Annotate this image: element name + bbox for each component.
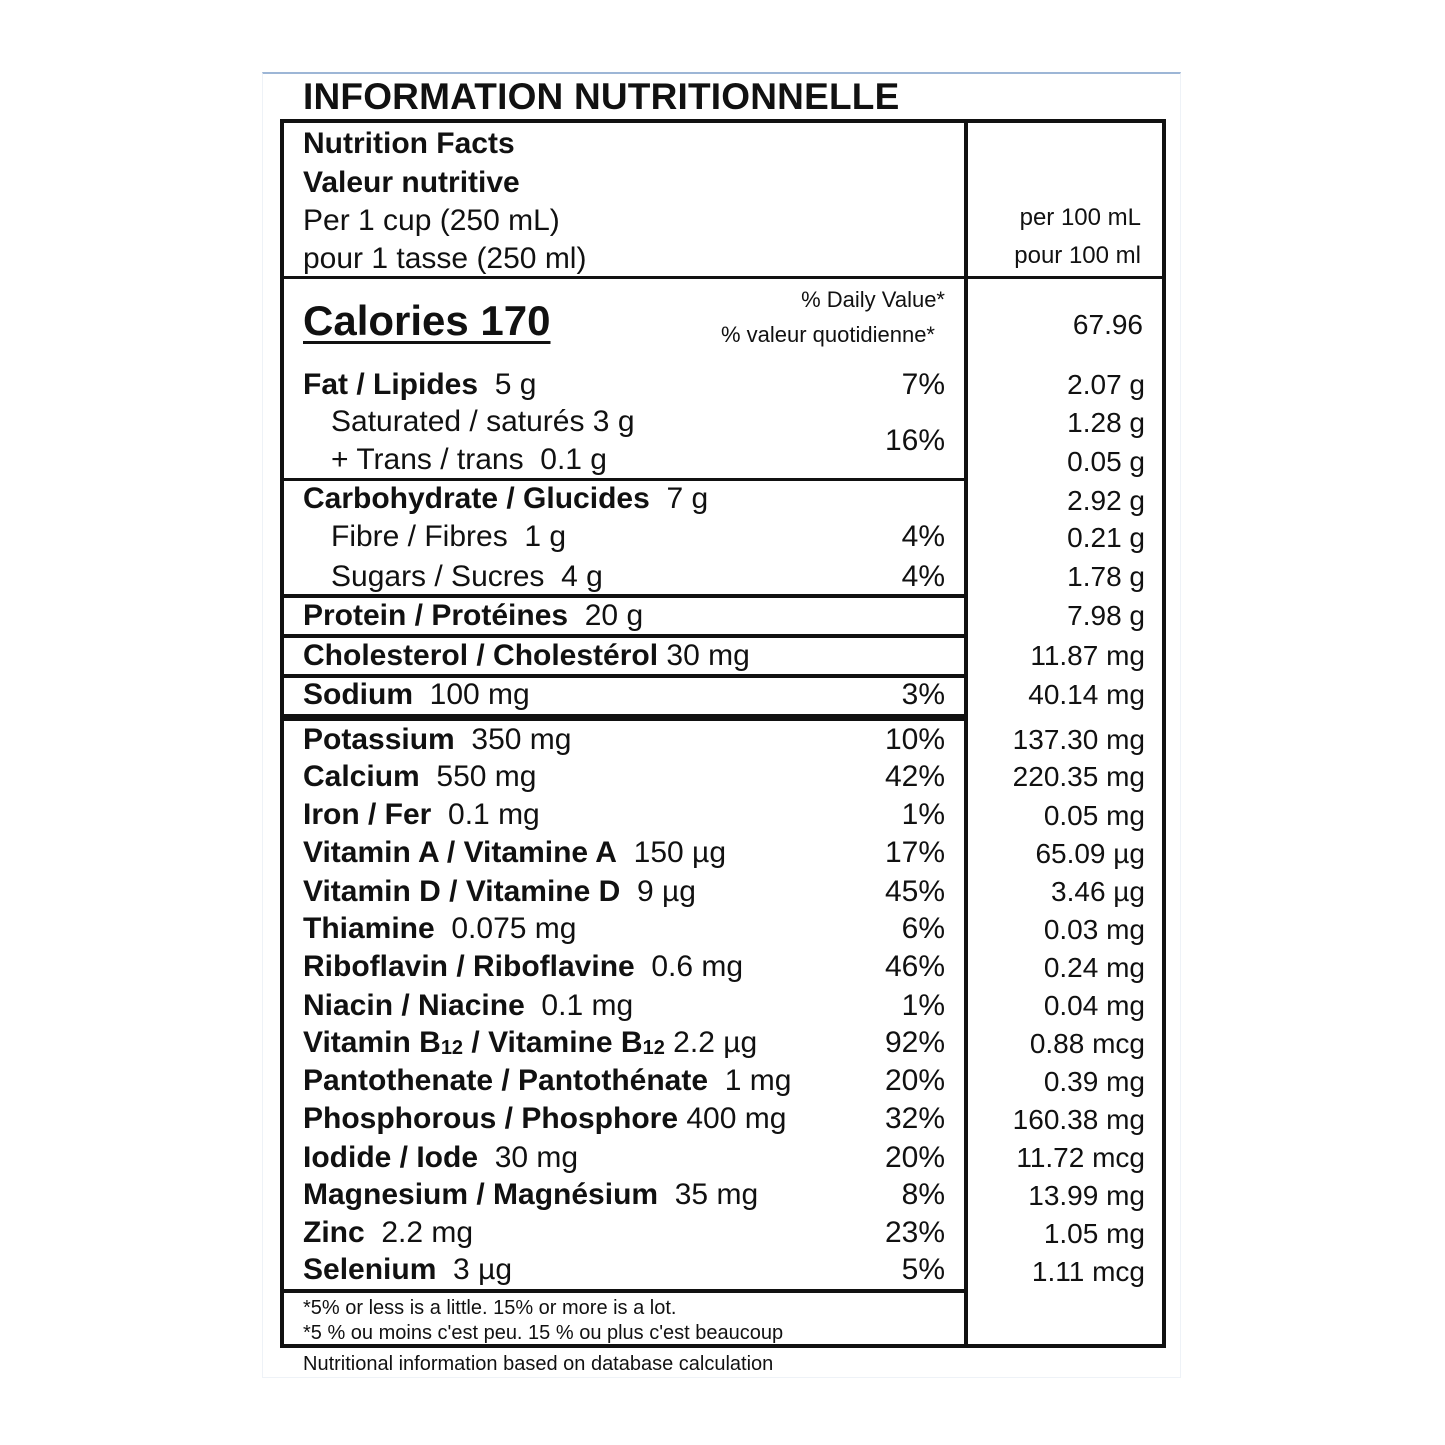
vitamin-d-per100: 3.46 µg: [1051, 876, 1145, 907]
fat-dv: 7%: [901, 368, 945, 401]
valeur-nutritive-heading: Valeur nutritive: [303, 166, 520, 199]
daily-value-en: % Daily Value*: [801, 287, 945, 312]
sugars-name: Sugars / Sucres: [331, 560, 545, 593]
iodide-dv: 20%: [884, 1141, 945, 1174]
magnesium-per100: 13.99 mg: [1028, 1180, 1145, 1211]
calories-label: Calories 170: [303, 297, 551, 344]
sodium-amount: 100 mg: [429, 678, 530, 711]
footnote-en: *5% or less is a little. 15% or more is a lot.: [303, 1297, 677, 1319]
potassium-name: Potassium: [303, 723, 455, 756]
zinc-dv: 23%: [884, 1216, 945, 1249]
niacin-name: Niacin / Niacine: [303, 989, 525, 1022]
nutrient-row-vitamin-b12: [303, 1026, 757, 1060]
thiamine-amount: 0.075 mg: [451, 912, 577, 945]
nutrient-row-pantothenate: [303, 1064, 791, 1098]
magnesium-amount: 35 mg: [674, 1178, 759, 1211]
fibre-dv: 4%: [901, 520, 945, 553]
nutrient-row-calcium: [303, 760, 536, 794]
phosphorous-amount: 400 mg: [686, 1102, 787, 1135]
pantothenate-dv: 20%: [884, 1064, 945, 1097]
saturated-per100: 1.28 g: [1067, 407, 1145, 438]
thiamine-dv: 6%: [901, 912, 945, 945]
nutrient-row-vitamin-d: [303, 875, 696, 909]
zinc-amount: 2.2 mg: [381, 1216, 474, 1249]
vitamin-b12-amount: 2.2 µg: [673, 1026, 758, 1059]
rule-after-sodium: [280, 714, 968, 721]
trans-amount: 0.1 g: [540, 443, 607, 476]
phosphorous-name: Phosphorous / Phosphore: [303, 1102, 679, 1135]
sat-trans-dv: 16%: [884, 424, 945, 457]
riboflavin-amount: 0.6 mg: [651, 950, 744, 983]
nutrient-row-thiamine: [303, 912, 576, 946]
iron-per100: 0.05 mg: [1043, 800, 1145, 831]
riboflavin-dv: 46%: [884, 950, 945, 983]
cholesterol-per100: 11.87 mg: [1030, 640, 1145, 671]
pantothenate-amount: 1 mg: [724, 1064, 792, 1097]
protein-per100: 7.98 g: [1067, 600, 1145, 631]
selenium-dv: 5%: [901, 1253, 945, 1286]
nutrient-row-niacin: [303, 989, 633, 1023]
zinc-per100: 1.05 mg: [1043, 1218, 1145, 1249]
carb-amount: 7 g: [666, 482, 709, 515]
fibre-name: Fibre / Fibres: [331, 520, 508, 553]
iodide-name: Iodide / Iode: [303, 1141, 479, 1174]
potassium-per100: 137.30 mg: [1012, 724, 1145, 755]
zinc-name: Zinc: [303, 1216, 365, 1249]
iron-dv: 1%: [901, 798, 945, 831]
phosphorous-dv: 32%: [884, 1102, 945, 1135]
niacin-per100: 0.04 mg: [1043, 990, 1145, 1021]
trans-name: + Trans / trans: [331, 443, 524, 476]
magnesium-name: Magnesium / Magnésium: [303, 1178, 659, 1211]
calcium-dv: 42%: [884, 760, 945, 793]
vitamin-a-dv: 17%: [884, 836, 945, 869]
calcium-per100: 220.35 mg: [1012, 761, 1145, 792]
nutrient-row-sodium: [303, 678, 530, 712]
fibre-amount: 1 g: [524, 520, 567, 553]
nutrient-row-riboflavin: [303, 950, 743, 984]
fat-name: Fat / Lipides: [303, 368, 479, 401]
nutrition-facts-heading: Nutrition Facts: [303, 127, 515, 160]
selenium-amount: 3 µg: [453, 1253, 513, 1286]
calcium-amount: 550 mg: [436, 760, 537, 793]
pantothenate-name: Pantothenate / Pantothénate: [303, 1064, 709, 1097]
riboflavin-per100: 0.24 mg: [1043, 952, 1145, 983]
rule-after-carb: [280, 594, 968, 598]
nutrient-row-iodide: [303, 1141, 578, 1175]
protein-name: Protein / Protéines: [303, 599, 569, 632]
daily-value-fr: % valeur quotidienne*: [720, 322, 935, 347]
niacin-amount: 0.1 mg: [541, 989, 634, 1022]
nutrient-row-vitamin-a: [303, 836, 726, 870]
carb-name: Carbohydrate / Glucides: [303, 482, 650, 515]
nutrient-row-phosphorous: [303, 1102, 786, 1136]
serving-size-fr: pour 1 tasse (250 ml): [303, 242, 587, 275]
vitamin-b12-name: Vitamin $B_{12}$ / Vitamine $B_{12}$: [303, 1026, 665, 1059]
nutrient-row-selenium: [303, 1253, 512, 1287]
pantothenate-per100: 0.39 mg: [1043, 1066, 1145, 1097]
nutrient-row-trans: [331, 443, 607, 477]
potassium-amount: 350 mg: [471, 723, 572, 756]
vitamin-a-name: Vitamin A / Vitamine A: [303, 836, 617, 869]
fibre-per100: 0.21 g: [1067, 522, 1145, 553]
vitamin-b12-per100: 0.88 mcg: [1029, 1028, 1145, 1059]
nutrient-row-fat: [303, 368, 536, 402]
sodium-name: Sodium: [303, 678, 413, 711]
per100-heading-fr: pour 100 ml: [1014, 242, 1141, 269]
rule-after-fat: [280, 478, 968, 481]
source-note: Nutritional information based on database calculation: [303, 1353, 774, 1375]
sugars-per100: 1.78 g: [1067, 561, 1145, 592]
nutrient-row-protein: [303, 599, 643, 633]
rule-after-serving: [280, 276, 1166, 279]
carb-per100: 2.92 g: [1067, 485, 1145, 516]
niacin-dv: 1%: [901, 989, 945, 1022]
iodide-amount: 30 mg: [494, 1141, 579, 1174]
nutrient-row-potassium: [303, 723, 571, 757]
riboflavin-name: Riboflavin / Riboflavine: [303, 950, 635, 983]
vitamin-d-amount: 9 µg: [637, 875, 696, 908]
cholesterol-name: Cholesterol / Cholestérol: [303, 639, 659, 672]
fat-amount: 5 g: [494, 368, 537, 401]
vitamin-d-dv: 45%: [884, 875, 945, 908]
sodium-per100: 40.14 mg: [1028, 679, 1145, 710]
saturated-name: Saturated / saturés 3 g: [331, 405, 635, 438]
calcium-name: Calcium: [303, 760, 420, 793]
fat-per100: 2.07 g: [1067, 369, 1145, 400]
phosphorous-per100: 160.38 mg: [1012, 1104, 1145, 1135]
nutrient-row-sugars: [331, 560, 603, 594]
nutrient-row-magnesium: [303, 1178, 758, 1212]
footnote-fr: *5 % ou moins c'est peu. 15 % ou plus c'est beaucoup: [303, 1322, 784, 1344]
sugars-amount: 4 g: [561, 560, 603, 593]
iron-amount: 0.1 mg: [448, 798, 540, 831]
selenium-name: Selenium: [303, 1253, 437, 1286]
potassium-dv: 10%: [884, 723, 945, 756]
trans-per100: 0.05 g: [1067, 446, 1145, 477]
vitamin-a-amount: 150 µg: [633, 836, 727, 869]
vitamin-b12-dv: 92%: [884, 1026, 945, 1059]
nutrient-row-iron: [303, 798, 540, 832]
nutrient-row-cholesterol: [303, 639, 750, 673]
nutrient-row-carb: [303, 482, 708, 516]
label-title: INFORMATION NUTRITIONNELLE: [303, 76, 900, 117]
serving-size-en: Per 1 cup (250 mL): [303, 204, 560, 237]
rule-before-footnote: [280, 1289, 968, 1293]
rule-after-protein: [280, 634, 968, 638]
iron-name: Iron / Fer: [303, 798, 432, 831]
cholesterol-amount: 30 mg: [666, 639, 750, 672]
nutrient-row-zinc: [303, 1216, 473, 1250]
nutrient-row-fibre: [331, 520, 566, 554]
thiamine-per100: 0.03 mg: [1043, 914, 1145, 945]
thiamine-name: Thiamine: [303, 912, 435, 945]
vitamin-d-name: Vitamin D / Vitamine D: [303, 875, 621, 908]
calories-per100: 67.96: [1072, 309, 1143, 340]
sugars-dv: 4%: [901, 560, 945, 593]
per100-heading-en: per 100 mL: [1019, 204, 1141, 231]
selenium-per100: 1.11 mcg: [1031, 1256, 1145, 1287]
protein-amount: 20 g: [584, 599, 644, 632]
magnesium-dv: 8%: [901, 1178, 945, 1211]
iodide-per100: 11.72 mcg: [1016, 1142, 1145, 1173]
sodium-dv: 3%: [901, 678, 945, 711]
vitamin-a-per100: 65.09 µg: [1035, 838, 1145, 869]
